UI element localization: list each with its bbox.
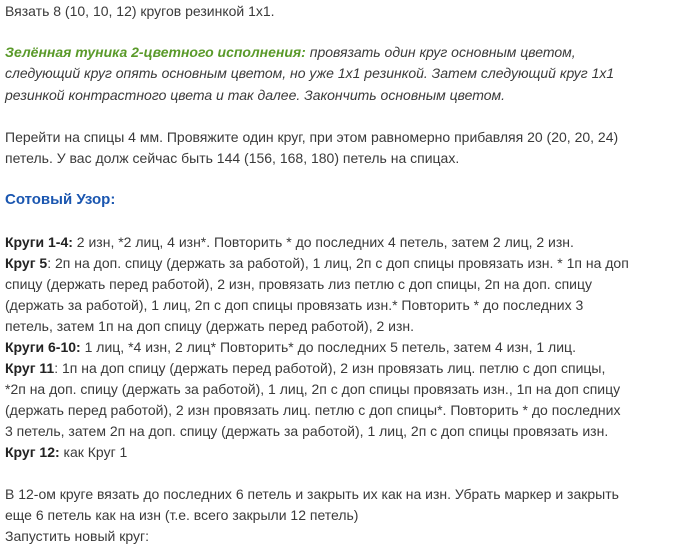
round-1-4-text: 2 изн, *2 лиц, 4 изн*. Повторить * до последних 4 петель, затем 2 лиц, 2 изн. — [72, 234, 574, 250]
round-5-text-1: : 2п на доп. спицу (держать за работой), 1 лиц, 2п с доп спицы провязать изн. * 1п на доп — [47, 255, 629, 271]
closing-line-3: Запустить новый круг: — [5, 528, 149, 544]
pattern-heading: Сотовый Узор: — [5, 191, 116, 208]
round-5-line-2: спицу (держать перед работой), 2 изн, провязать лиз петлю с доп спицы, 2п на доп. спицу — [5, 276, 592, 292]
round-11-line-4: 3 петель, затем 2п на доп. спицу (держать за работой), 1 лиц, 2п с доп спицы провязать изн. — [5, 423, 609, 439]
green-tunic-line-1 — [5, 42, 576, 63]
needles-line-2: петель. У вас долж сейчас быть 144 (156, 168, 180) петель на спицах. — [5, 150, 460, 166]
round-11-label: Круг 11 — [5, 360, 55, 376]
round-11-text-1: : 1п на доп спицу (держать перед работой), 2 изн провязать лиц. петлю с доп спицы, — [54, 360, 606, 376]
closing-line-1: В 12-ом круге вязать до последних 6 петель и закрыть их как на изн. Убрать маркер и закрыть — [5, 486, 619, 502]
intro-line: Вязать 8 (10, 10, 12) кругов резинкой 1x1. — [5, 3, 275, 19]
green-tunic-line-2: следующий круг опять основным цветом, но уже 1x1 резинкой. Затем следующий круг 1x1 — [5, 65, 615, 81]
round-12-text: как Круг 1 — [59, 444, 128, 460]
round-6-10 — [5, 337, 576, 358]
round-1-4 — [5, 232, 574, 253]
round-1-4-label: Круги 1-4: — [5, 234, 73, 250]
closing-line-2: еще 6 петель как на изн (т.е. всего закрыли 12 петель) — [5, 507, 359, 523]
green-tunic-line-1-text: провязать один круг основным цветом, — [305, 44, 576, 60]
round-11-line-2: *2п на доп. спицу (держать за работой), 1 лиц, 2п с доп спицы провязать изн., 1п на доп спицу — [5, 381, 621, 397]
round-6-10-text: 1 лиц, *4 изн, 2 лиц* Повторить* до последних 5 петель, затем 4 изн, 1 лиц. — [80, 339, 576, 355]
round-5-line-3: (держать за работой), 1 лиц, 2п с доп спицы провязать изн.* Повторить * до последних 3 — [5, 297, 584, 313]
round-5-line-4: петель, затем 1п на доп спицу (держать перед работой), 2 изн. — [5, 318, 415, 334]
round-5-line-1 — [5, 253, 629, 274]
round-11-line-1 — [5, 358, 605, 379]
round-5-label: Круг 5 — [5, 255, 48, 271]
needles-line-1: Перейти на спицы 4 мм. Провяжите один круг, при этом равномерно прибавляя 20 (20, 20, 24) — [5, 129, 619, 145]
round-11-line-3: (держать перед работой), 2 изн провязать лиц. петлю с доп спицы*. Повторить * до последних — [5, 402, 621, 418]
green-tunic-line-3: резинкой контрастного цвета и так далее. Закончить основным цветом. — [5, 87, 506, 103]
round-12-label: Круг 12: — [5, 444, 60, 460]
round-6-10-label: Круги 6-10: — [5, 339, 81, 355]
green-tunic-label: Зелённая туника 2-цветного исполнения: — [5, 44, 306, 60]
round-12 — [5, 442, 127, 463]
